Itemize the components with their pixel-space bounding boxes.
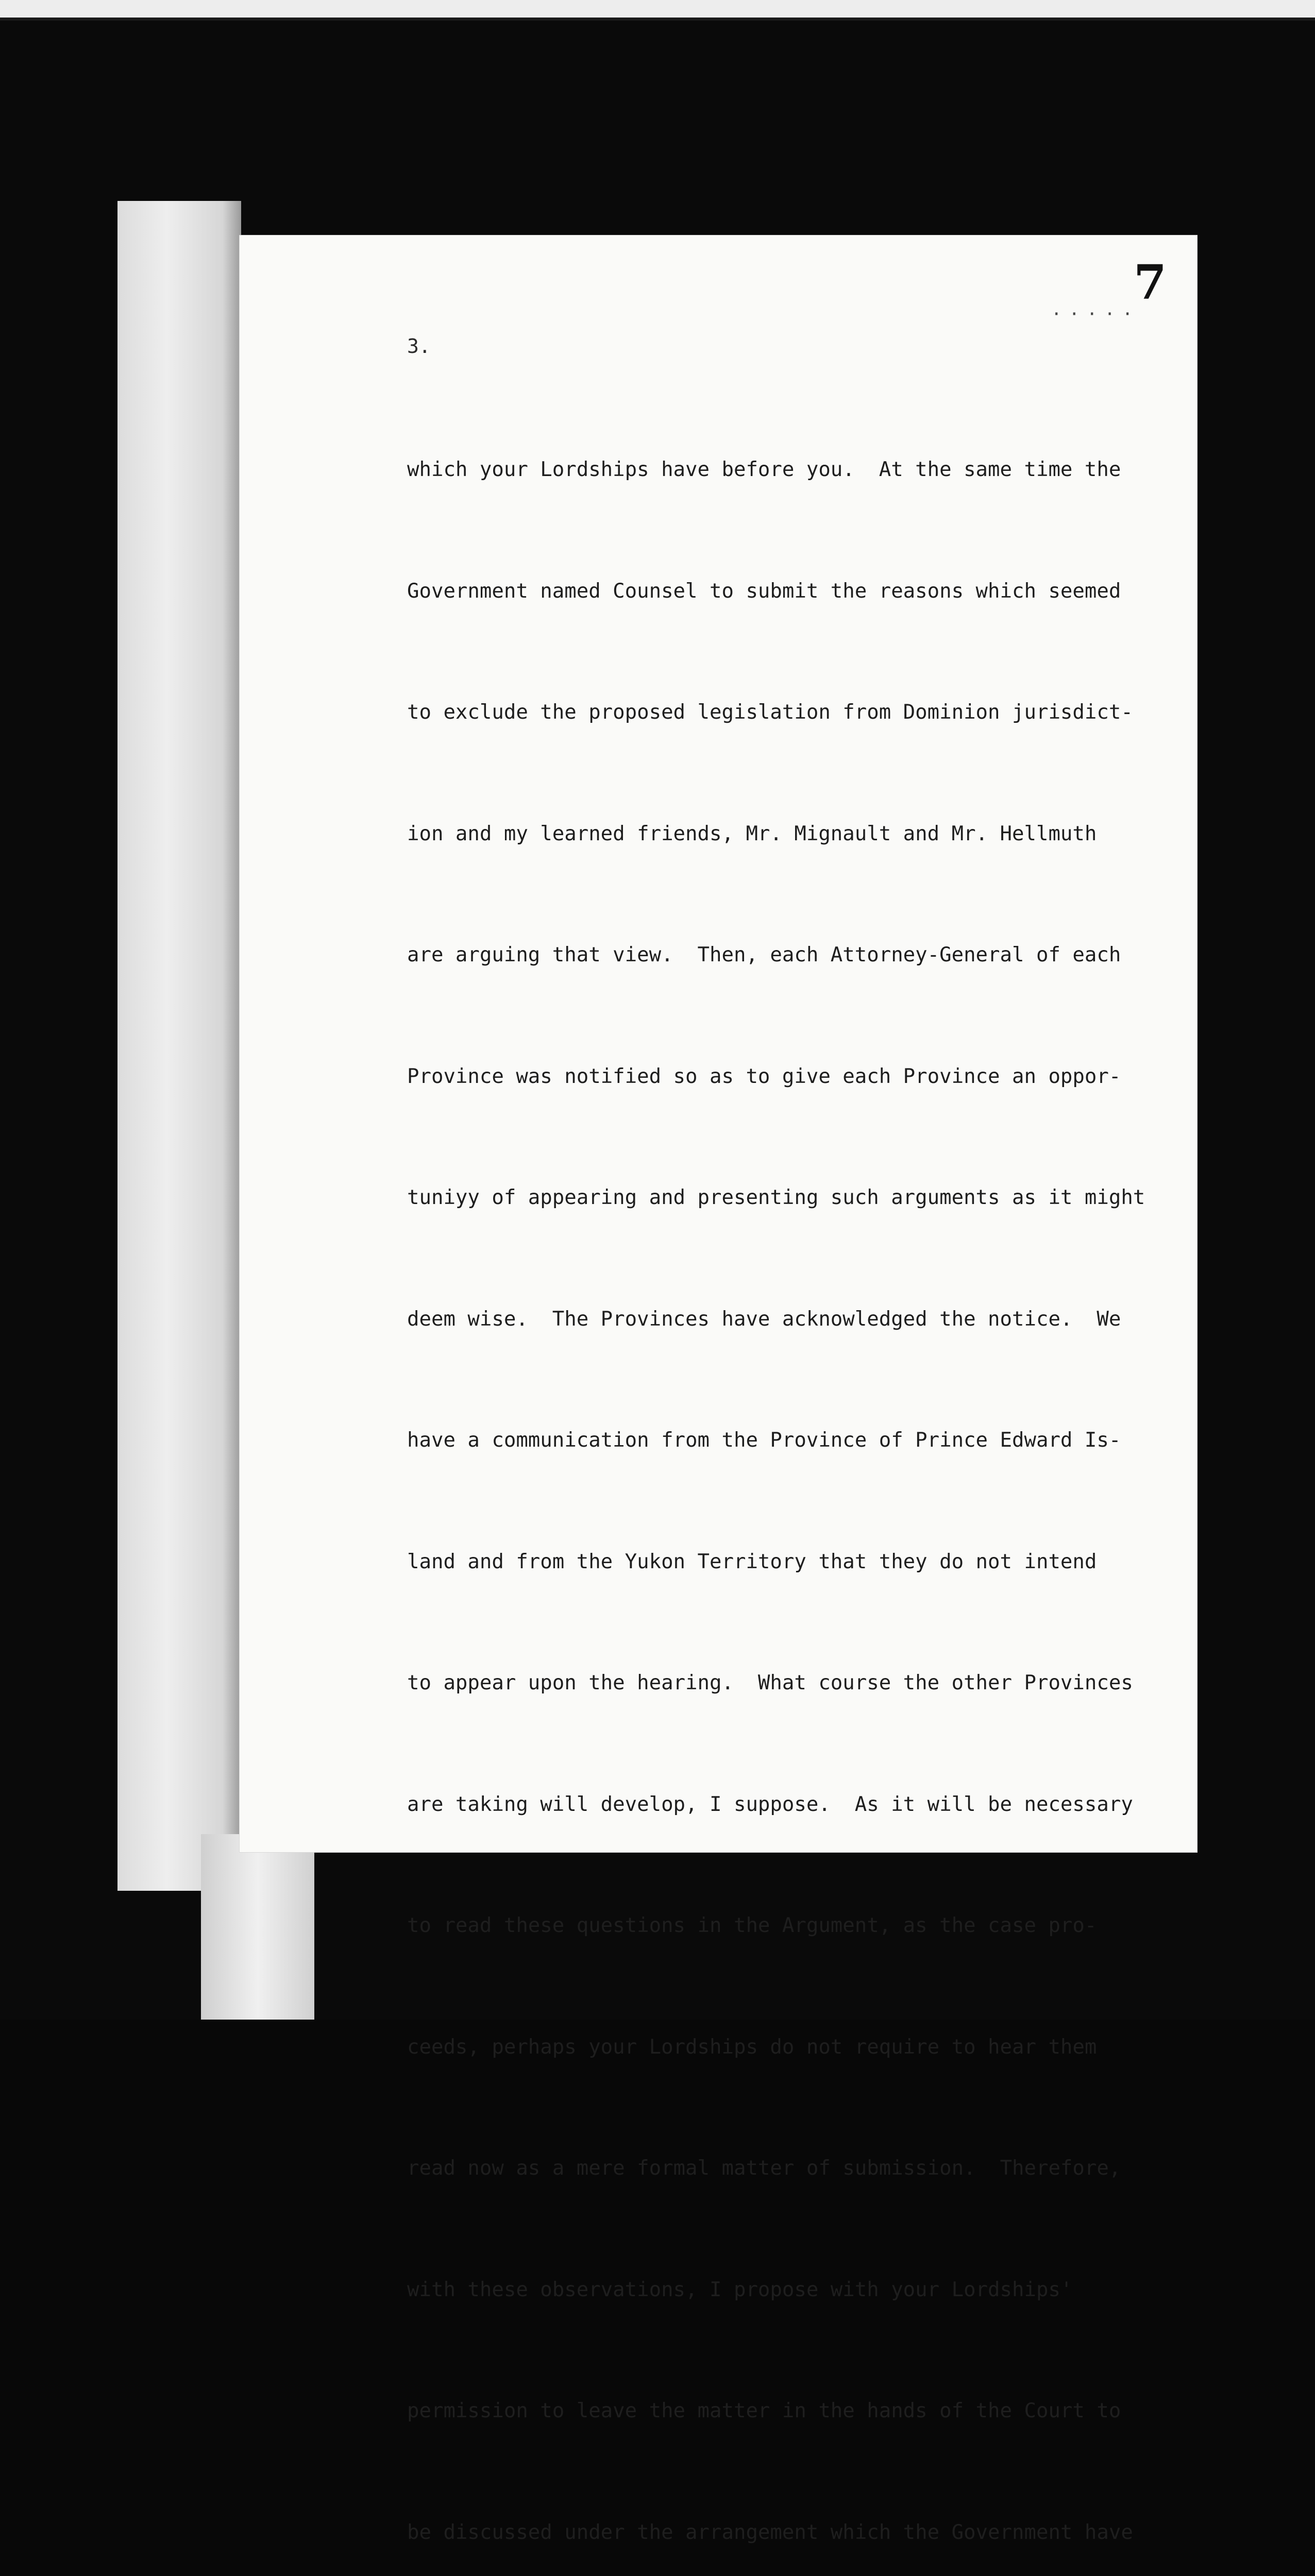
microfilm-frame-edge bbox=[0, 0, 1315, 21]
text-line: with these observations, I propose with your Lordships' bbox=[407, 2278, 1073, 2301]
binding-strip bbox=[117, 201, 241, 1891]
text-line: are taking will develop, I suppose. As it will be necessary bbox=[407, 1792, 1133, 1816]
page-number: 3. bbox=[407, 335, 431, 358]
text-line: Government named Counsel to submit the reasons which seemed bbox=[407, 579, 1121, 603]
text-line: Province was notified so as to give each Province an oppor- bbox=[407, 1064, 1121, 1088]
typescript-body bbox=[407, 369, 1170, 2576]
text-line: permission to leave the matter in the hands of the Court to bbox=[407, 2399, 1121, 2422]
text-line: to appear upon the hearing. What course the other Provinces bbox=[407, 1671, 1133, 1694]
text-line: are arguing that view. Then, each Attorney-General of each bbox=[407, 943, 1121, 967]
text-line: ceeds, perhaps your Lordships do not require to hear them bbox=[407, 2035, 1097, 2059]
text-line: land and from the Yukon Territory that they do not intend bbox=[407, 1550, 1097, 1573]
text-line: read now as a mere formal matter of submission. Therefore, bbox=[407, 2157, 1121, 2180]
text-line: have a communication from the Province of Prince Edward Is- bbox=[407, 1429, 1121, 1452]
text-line: be discussed under the arrangement which the Government have bbox=[407, 2520, 1133, 2544]
text-line: tuniyy of appearing and presenting such arguments as it might bbox=[407, 1186, 1145, 1209]
binding-strip-lower bbox=[201, 1834, 314, 2020]
text-line: to exclude the proposed legislation from Dominion jurisdict- bbox=[407, 701, 1133, 724]
folio-dots: ····· bbox=[1051, 304, 1140, 325]
text-line: ion and my learned friends, Mr. Mignault and Mr. Hellmuth bbox=[407, 822, 1097, 845]
folio-number: 7 bbox=[1134, 255, 1167, 310]
text-line: to read these questions in the Argument, as the case pro- bbox=[407, 1914, 1097, 1937]
text-line: which your Lordships have before you. At the same time the bbox=[407, 458, 1121, 481]
text-line: deem wise. The Provinces have acknowledged the notice. We bbox=[407, 1307, 1121, 1331]
